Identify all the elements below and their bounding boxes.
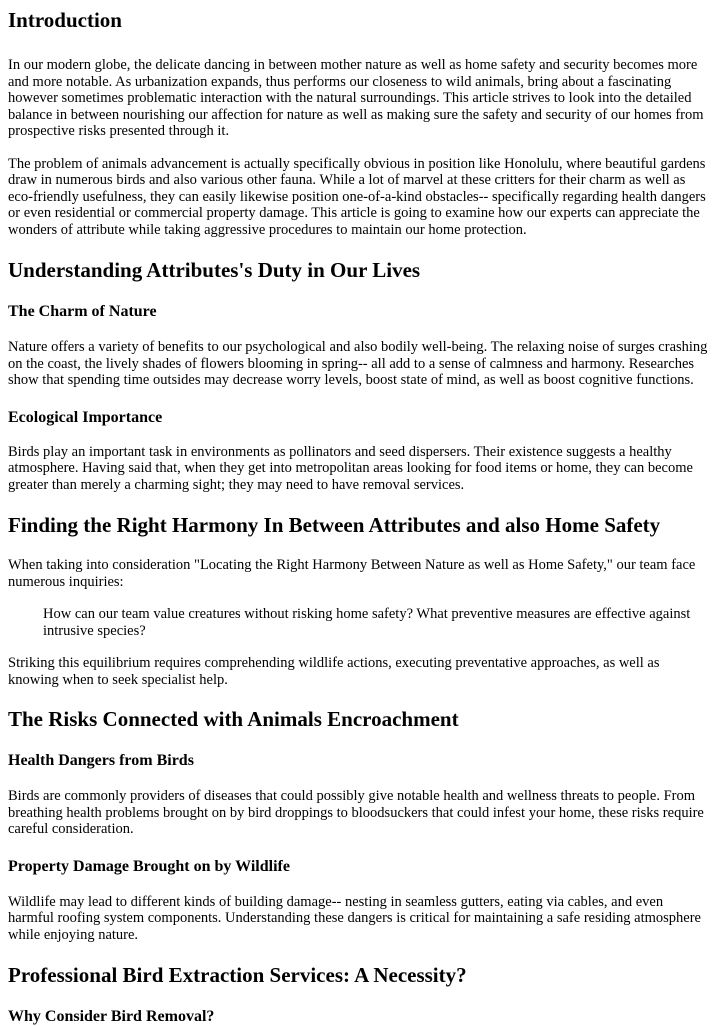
- subheading-property-damage: Property Damage Brought on by Wildlife: [8, 857, 290, 875]
- paragraph-health-dangers: Birds are commonly providers of diseases that could possibly give notable health and wellness threats to people. From breathing health problems brought on by bird droppings to bloodsuckers that could infest your home, these risks require careful consideration.: [8, 788, 704, 837]
- subheading-health-dangers: Health Dangers from Birds: [8, 752, 194, 769]
- subheading-ecological-importance: Ecological Importance: [8, 408, 163, 426]
- subheading-why-bird-removal: Why Consider Bird Removal?: [8, 1008, 215, 1025]
- paragraph-introduction-1: In our modern globe, the delicate dancing in between mother nature as well as home safety and security becomes more and more notable. As urbanization expands, thus performs our closeness to wild animals, bring about a fascinating however sometimes problematic interaction with the natural surroundings. This article strives to look into the detailed balance in between nourishing our affection for nature as well as making sure the safety and security of our homes from prospective risks presented through it.: [8, 57, 704, 139]
- paragraph-charm-of-nature: Nature offers a variety of benefits to our psychological and also bodily well-being. The relaxing noise of surges crashing on the coast, the lively shades of flowers blooming in spring-- all add to a sense of calmness and harmony. Researches show that spending time outsides may decrease worry levels, boost state of mind, as well as boost cognitive functions.: [8, 339, 708, 388]
- paragraph-introduction-2: The problem of animals advancement is actually specifically obvious in position like Honolulu, where beautiful gardens draw in numerous birds and also various other fauna. While a lot of marvel at these critters for their charm as well as eco-friendly usefulness, they can easily likewise position one-of-a-kind obstacles-- specifically regarding health dangers or even residential or commercial property damage. This article is going to examine how our experts can appreciate the wonders of attribute while taking aggressive procedures to maintain our home protection.: [8, 155, 706, 238]
- section-heading-understanding: Understanding Attributes's Duty in Our Lives: [8, 258, 421, 282]
- section-heading-risks: The Risks Connected with Animals Encroachment: [8, 707, 459, 731]
- section-heading-harmony: Finding the Right Harmony In Between Attributes and also Home Safety: [8, 513, 661, 537]
- paragraph-property-damage: Wildlife may lead to different kinds of building damage-- nesting in seamless gutters, eating via cables, and even harmful roofing system components. Understanding these dangers is critical for maintaining a safe residing atmosphere while enjoying nature.: [8, 893, 701, 943]
- paragraph-harmony: When taking into consideration "Locating the Right Harmony Between Nature as well as Home Safety," our team face numerous inquiries:: [8, 557, 696, 590]
- paragraph-ecological-importance: Birds play an important task in environments as pollinators and seed dispersers. Their existence suggests a healthy atmosphere. Having said that, when they get into metropolitan areas looking for food items or home, they can become greater than merely a charming sight; they may need to have removal services.: [8, 443, 693, 493]
- section-heading-introduction: Introduction: [8, 8, 122, 32]
- paragraph-harmony-2: Striking this equilibrium requires comprehending wildlife actions, executing preventative approaches, as well as knowing when to seek specialist help.: [8, 655, 660, 688]
- section-heading-professional: Professional Bird Extraction Services: A Necessity?: [8, 963, 467, 987]
- subheading-charm-of-nature: The Charm of Nature: [8, 303, 157, 320]
- blockquote-harmony: How can our team value creatures without risking home safety? What preventive measures are effective against intrusive species?: [43, 606, 691, 639]
- article: [0, 8, 712, 1026]
